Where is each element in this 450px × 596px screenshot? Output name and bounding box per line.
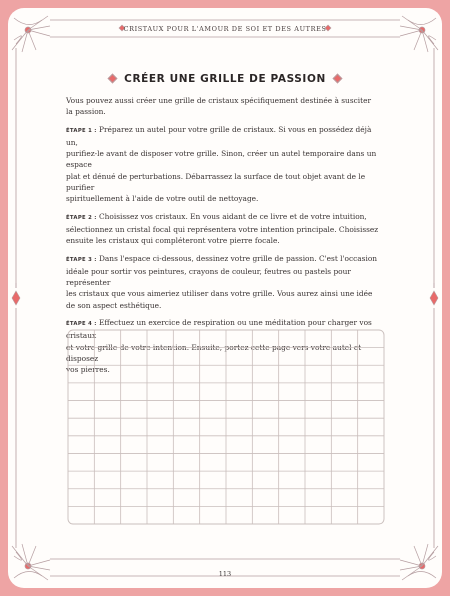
drawing-grid[interactable] [67, 329, 385, 525]
step-1-paragraph [66, 124, 384, 205]
section-heading [0, 68, 450, 87]
text-line: et votre grille de votre intention. Ensuite, portez cette page vers votre autel et disposez [66, 342, 362, 363]
step-label: ÉTAPE 1 : [66, 127, 97, 134]
intro-paragraph [66, 95, 384, 118]
text-line: Préparez un autel pour votre grille de cristaux. Si vous en possédez déjà un, [66, 124, 372, 147]
text-line: idéale pour sortir vos peintures, crayons de couleur, feutres ou pastels pour représenter [66, 266, 351, 288]
text-line: Dans l'espace ci-dessous, dessinez votre grille de passion. C'est l'occasion [96, 253, 378, 263]
step-label: ÉTAPE 3 : [66, 256, 97, 263]
step-3-paragraph [66, 253, 384, 311]
text-line: Vous pouvez aussi créer une grille de cristaux spécifiquement destinée à susciter [66, 96, 371, 105]
page-number: 113 [218, 570, 232, 578]
diamond-icon [332, 74, 342, 84]
text-line: Effectuez un exercice de respiration ou une méditation pour charger vos cristaux [66, 318, 372, 341]
text-line: les cristaux que vous aimeriez utiliser dans votre grille. Vous aurez ainsi une idée [66, 289, 373, 299]
section-title: CRÉER UNE GRILLE DE PASSION [124, 72, 326, 85]
corner-ornament-top-right [400, 16, 438, 52]
running-header: CRISTAUX POUR L'AMOUR DE SOI ET DES AUTRES [123, 25, 327, 33]
text-line: Choisissez vos cristaux. En vous aidant de ce livre et de votre intuition, [96, 211, 367, 221]
text-line: de son aspect esthétique. [66, 300, 162, 310]
text-line: ensuite les cristaux qui compléteront votre pierre focale. [66, 236, 280, 246]
text-line: vos pierres. [66, 365, 110, 375]
text-line: sélectionnez un cristal focal qui représentera votre intention principale. Choisissez [66, 224, 379, 234]
text-line: la passion. [66, 107, 106, 117]
text-line: purifiez-le avant de disposer votre grille. Sinon, créer un autel temporaire dans un espace [66, 149, 377, 170]
text-line: plat et dénué de perturbations. Débarrassez la surface de tout objet avant de le purifier [66, 171, 366, 193]
text-line: spirituellement à l'aide de votre outil de nettoyage. [66, 194, 259, 204]
step-label: ÉTAPE 4 : [66, 321, 97, 328]
corner-ornament-top-left [12, 16, 50, 52]
diamond-icon [108, 74, 118, 84]
step-label: ÉTAPE 2 : [66, 214, 97, 221]
step-2-paragraph [66, 211, 384, 247]
